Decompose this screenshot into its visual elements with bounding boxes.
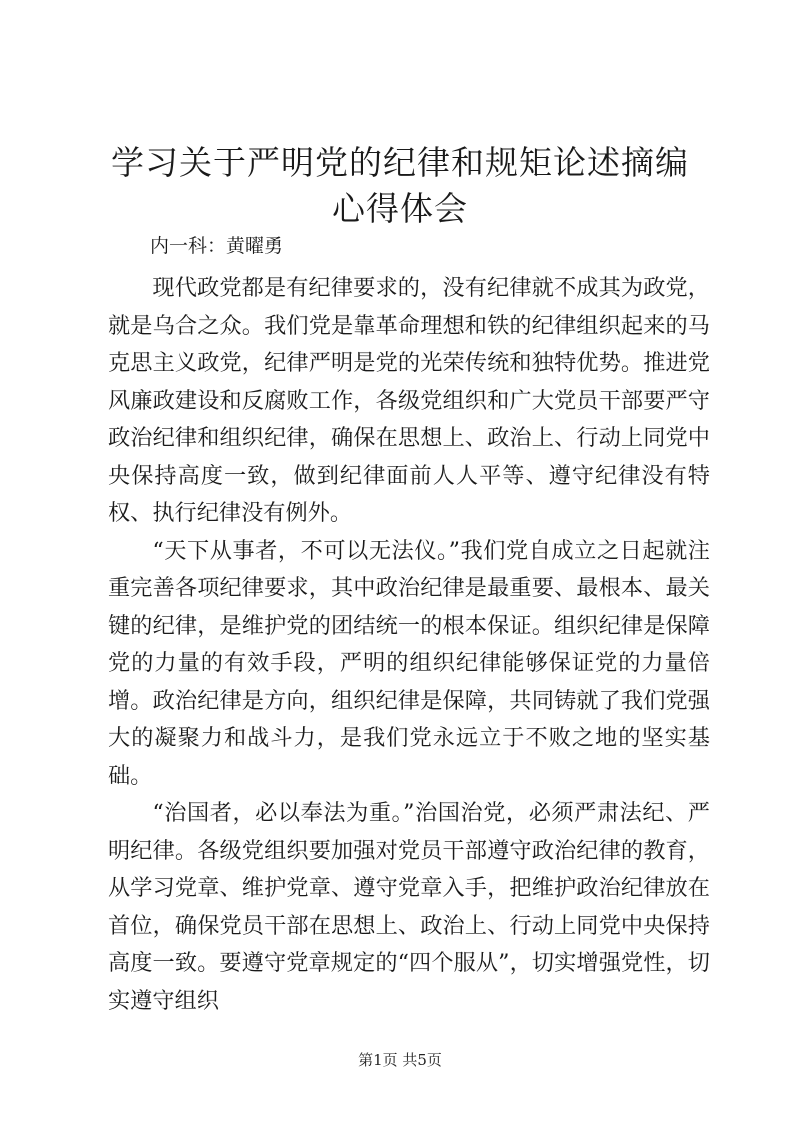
page-footer	[0, 1050, 800, 1070]
paragraph-3: “治国者，必以奉法为重。”治国治党，必须严肃法纪、严明纪律。各级党组织要加强对党员干部遵守政治纪律的教育，从学习党章、维护党章、遵守党章入手，把维护政治纪律放在首位，确保党员干部在思想上、政治上、行动上同党中央保持高度一致。要遵守党章规定的“四个服从”，切实增强党性，切实遵守组织	[108, 800, 710, 1014]
page-indicator: 第1页 共5页	[358, 1051, 442, 1069]
paragraph-1: 现代政党都是有纪律要求的，没有纪律就不成其为政党，就是乌合之众。我们党是靠革命理想和铁的纪律组织起来的马克思主义政党，纪律严明是党的光荣传统和独特优势。推进党风廉政建设和反腐败工作，各级党组织和广大党员干部要严守政治纪律和组织纪律，确保在思想上、政治上、行动上同党中央保持高度一致，做到纪律面前人人平等、遵守纪律没有特权、执行纪律没有例外。	[108, 275, 710, 526]
paragraph-2: “天下从事者，不可以无法仪。”我们党自成立之日起就注重完善各项纪律要求，其中政治纪律是最重要、最根本、最关键的纪律，是维护党的团结统一的根本保证。组织纪律是保障党的力量的有效手段，严明的组织纪律能够保证党的力量倍增。政治纪律是方向，组织纪律是保障，共同铸就了我们党强大的凝聚力和战斗力，是我们党永远立于不败之地的坚实基础。	[108, 537, 710, 789]
document-title: 学习关于严明党的纪律和规矩论述摘编心得体会	[111, 143, 689, 228]
document-body	[108, 270, 710, 1020]
author-line: 内一科：黄曜勇	[150, 235, 284, 257]
